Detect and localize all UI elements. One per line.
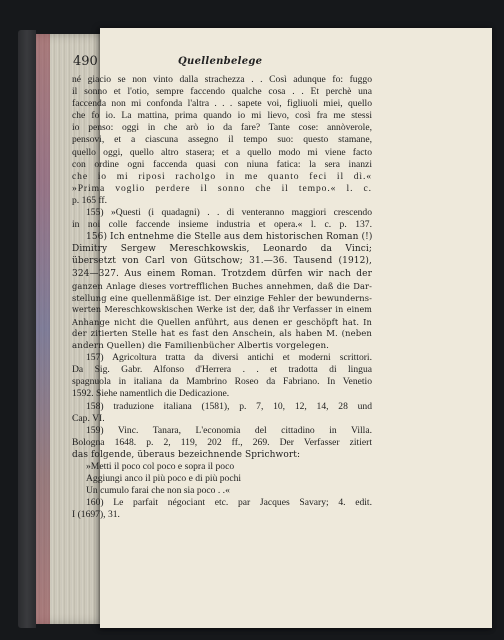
book-spine bbox=[18, 30, 36, 628]
text-line: das folgende, überaus bezeichnende Sprichwort: bbox=[72, 449, 301, 460]
running-head bbox=[73, 54, 363, 72]
text-line: che io mi riposi racholgo in me quanto feci il dì.« bbox=[72, 170, 372, 182]
text-line: io penso: oggi in che arò io da fare? Tante cose: annòverole, bbox=[72, 122, 372, 134]
text-line: con ordine ogni faccenda quasi con niuna fatica: la sera inanzi bbox=[72, 158, 372, 170]
proverb-line: Aggiungi anco il più poco e di più pochi bbox=[86, 473, 242, 485]
running-head-title: Quellenbelege bbox=[178, 56, 263, 67]
text-line: in noi colle faccende insieme industria et opera.« l. c. p. 137. bbox=[72, 219, 372, 231]
text-line: il sonno et l'otio, sempre faccendo qualche cosa . . Et perchè una bbox=[72, 86, 372, 98]
footnote-158: 158) traduzione italiana (1581), p. 7, 10, 12, 14, 28 und bbox=[86, 400, 372, 412]
text-line: pensovi, et a ciascuna assegno il tempo suo: questo stamane, bbox=[72, 134, 372, 146]
text-line: Dimitry Sergew Mereschkowskis, Leonardo da Vinci; bbox=[72, 244, 372, 255]
page-text bbox=[72, 74, 372, 521]
text-line: der zitierten Stelle hat es fast den Anschein, als haben M. (neben bbox=[72, 328, 372, 339]
text-line: p. 165 ff. bbox=[72, 194, 107, 206]
text-line: spagnuola in italiana da Mambrino Roseo da Fabriano. In Venetio bbox=[72, 376, 372, 388]
text-line: faccenda non mi confonda l'altra . . . sapete voi, figliuoli miei, quello bbox=[72, 98, 372, 110]
text-line: I (1697), 31. bbox=[72, 509, 120, 521]
proverb-line: Un cumulo farai che non sia poco . .« bbox=[86, 485, 230, 497]
text-line: 324—327. Aus einem Roman. Trotzdem dürfen wir nach der bbox=[72, 268, 372, 279]
text-line: Bologna 1648. p. 2, 119, 202 ff., 269. Der Verfasser zitiert bbox=[72, 436, 372, 448]
footnote-157: 157) Agricoltura tratta da diversi antichi et moderni scrittori. bbox=[86, 352, 372, 364]
text-line: Cap. VI. bbox=[72, 412, 105, 424]
text-line: werten Mereschkowskischen Werke ist der, daß ihr Verfasser in einem bbox=[72, 304, 372, 314]
text-line: Da Sig. Gabr. Alfonso d'Herrera . . et tradotta di lingua bbox=[72, 364, 372, 376]
text-line: übersetzt von Carl von Gütschow; 31.—36. Tausend (1912), bbox=[72, 256, 372, 267]
text-line: quello oggi, quello altro stasera; et a quello modo mi viene facto bbox=[72, 146, 372, 158]
text-line: che fo io. La mattina, prima quando io mi lievo, così fra me stessi bbox=[72, 110, 372, 122]
footnote-160: 160) Le parfait négociant etc. par Jacques Savary; 4. edit. bbox=[86, 497, 372, 509]
text-line: 1592. Siehe namentlich die Dedicazione. bbox=[72, 388, 230, 400]
text-line: »Prima voglio perdere il sonno che il tempo.« l. c. bbox=[72, 182, 372, 194]
text-line: Anhange nicht die Quellen anführt, aus denen er geschöpft hat. In bbox=[72, 316, 372, 327]
text-line: stellung eine quellenmäßige ist. Der einzige Fehler der bewunderns- bbox=[72, 292, 372, 303]
text-line: né giacio se non vinto dalla strachezza . . Così adunque fo: fuggo bbox=[72, 74, 372, 85]
footnote-155: 155) »Questi (i quadagni) . . di venteranno maggiori crescendo bbox=[86, 207, 372, 219]
text-line: ganzen Anlage dieses vortrefflichen Buches annehmen, daß die Dar- bbox=[72, 280, 372, 291]
footnote-156: 156) Ich entnehme die Stelle aus dem historischen Roman (!) bbox=[86, 232, 372, 243]
text-line: andern Quellen) die Familienbücher Albertis vorgelegen. bbox=[72, 341, 329, 352]
proverb-line: »Metti il poco col poco e sopra il poco bbox=[86, 461, 235, 472]
page-number: 490 bbox=[73, 54, 98, 69]
footnote-159: 159) Vinc. Tanara, L'economia del cittadino in Villa. bbox=[86, 424, 372, 436]
